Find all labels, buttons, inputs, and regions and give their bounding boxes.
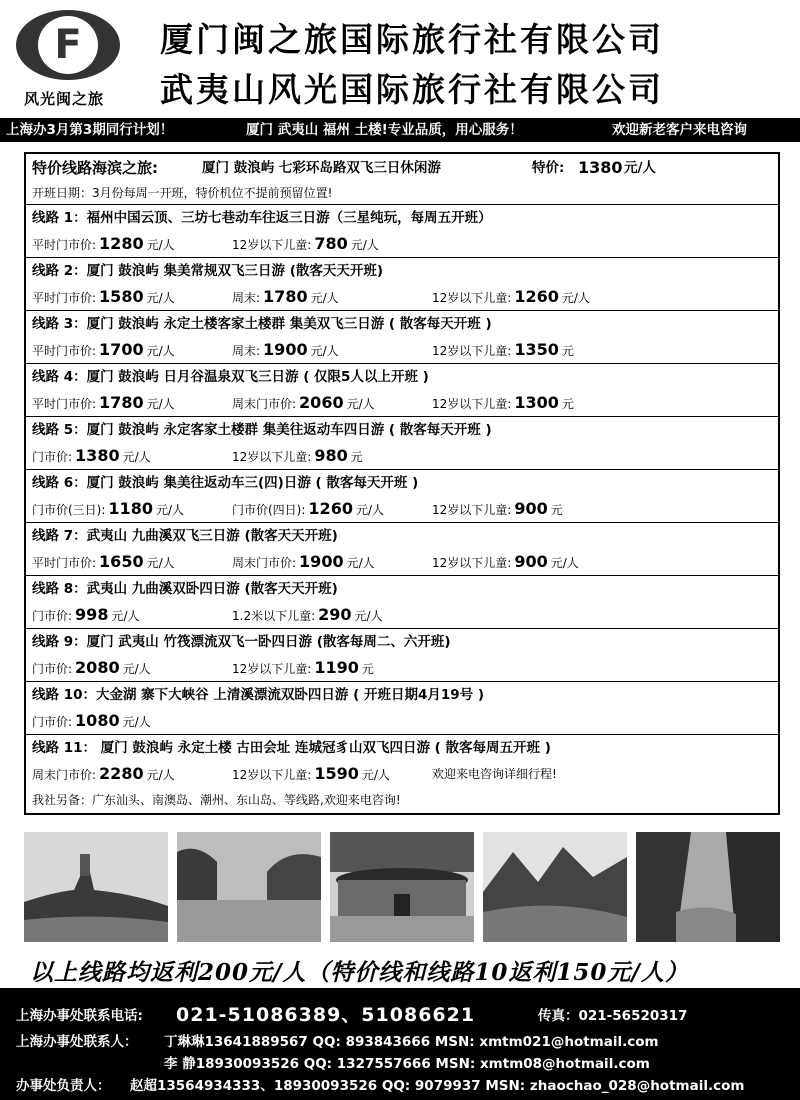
price-unit: 元/人 bbox=[146, 238, 175, 252]
price-unit: 元/人 bbox=[122, 715, 151, 729]
price-label: 12岁以下儿童: bbox=[432, 397, 512, 411]
office-head-contact: 赵超13564934333、18930093526 QQ: 9079937 MSN: zhaochao_028@hotmail.com bbox=[130, 1078, 745, 1094]
price-value: 1650 bbox=[99, 552, 144, 571]
price-value: 900 bbox=[514, 499, 548, 518]
route-price bbox=[32, 284, 175, 311]
route-price bbox=[232, 284, 339, 311]
price-unit: 元/人 bbox=[550, 556, 579, 570]
route-price bbox=[32, 549, 175, 576]
rebate-note: 以上线路均返利200元/人（特价线和线路10返利150元/人） bbox=[30, 959, 689, 986]
fax: 传真：021-56520317 bbox=[538, 1008, 688, 1024]
price-unit: 元/人 bbox=[355, 503, 384, 517]
special-price: 1380 bbox=[578, 158, 623, 177]
route-price bbox=[432, 390, 574, 417]
route-price bbox=[32, 337, 175, 364]
price-value: 1190 bbox=[314, 658, 359, 677]
special-price-label: 特价: bbox=[532, 160, 565, 176]
photo-tulou bbox=[330, 832, 474, 942]
price-unit: 元/人 bbox=[310, 344, 339, 358]
price-value: 1900 bbox=[263, 340, 308, 359]
route-row bbox=[26, 523, 778, 576]
price-unit: 元/人 bbox=[561, 291, 590, 305]
price-label: 周末门市价: bbox=[232, 556, 297, 570]
company-name-xiamen: 厦门闽之旅国际旅行社有限公司 bbox=[160, 20, 664, 59]
route-title: 线路 3：厦门 鼓浪屿 永定土楼客家土楼群 集美双飞三日游 ( 散客每天开班 ) bbox=[32, 316, 492, 332]
route-price bbox=[232, 496, 384, 523]
route-price bbox=[232, 761, 390, 788]
price-value: 1780 bbox=[99, 393, 144, 412]
price-value: 1080 bbox=[75, 711, 120, 730]
price-label: 平时门市价: bbox=[32, 238, 97, 252]
price-label: 12岁以下儿童: bbox=[232, 662, 312, 676]
contact-person-2: 李 静18930093526 QQ: 1327557666 MSN: xmtm08@hotmail.com bbox=[164, 1056, 650, 1072]
route-title: 线路 8：武夷山 九曲溪双卧四日游 (散客天天开班) bbox=[32, 581, 338, 597]
special-price-unit: 元/人 bbox=[624, 160, 656, 176]
route-row bbox=[26, 258, 778, 311]
price-value: 2080 bbox=[75, 658, 120, 677]
price-unit: 元/人 bbox=[111, 609, 140, 623]
price-label: 12岁以下儿童: bbox=[432, 556, 512, 570]
route-price bbox=[232, 443, 363, 470]
price-label: 12岁以下儿童: bbox=[432, 503, 512, 517]
price-value: 1780 bbox=[263, 287, 308, 306]
price-unit: 元/人 bbox=[122, 450, 151, 464]
price-value: 290 bbox=[318, 605, 352, 624]
company-name-wuyishan: 武夷山风光国际旅行社有限公司 bbox=[160, 70, 664, 109]
phone-label: 上海办事处联系电话: bbox=[16, 1008, 143, 1024]
banner bbox=[0, 118, 800, 142]
route-price bbox=[32, 602, 140, 629]
special-note: 开班日期：3月份每周一开班，特价机位不提前预留位置! bbox=[32, 186, 333, 200]
route-title: 线路 2：厦门 鼓浪屿 集美常规双飞三日游 (散客天天开班) bbox=[32, 263, 384, 279]
route-title: 线路 11： 厦门 鼓浪屿 永定土楼 古田会址 连城冠豸山双飞四日游 ( 散客每周五开班 ) bbox=[32, 740, 551, 756]
route-price bbox=[432, 284, 590, 311]
price-unit: 元 bbox=[561, 344, 574, 358]
price-unit: 元/人 bbox=[155, 503, 184, 517]
route-price bbox=[232, 549, 375, 576]
route-price bbox=[32, 655, 151, 682]
price-value: 900 bbox=[514, 552, 548, 571]
route-table bbox=[24, 152, 780, 815]
route-price bbox=[32, 390, 175, 417]
route-title: 线路 10：大金湖 寨下大峡谷 上清溪漂流双卧四日游 ( 开班日期4月19号 ) bbox=[32, 687, 485, 703]
price-label: 12岁以下儿童: bbox=[232, 238, 312, 252]
price-value: 1350 bbox=[514, 340, 559, 359]
price-label: 平时门市价: bbox=[32, 291, 97, 305]
route-title: 线路 1：福州中国云顶、三坊七巷动车往返三日游（三星纯玩，每周五开班） bbox=[32, 210, 492, 226]
route-price bbox=[232, 602, 383, 629]
price-label: 1.2米以下儿童: bbox=[232, 609, 316, 623]
price-value: 1700 bbox=[99, 340, 144, 359]
price-unit: 元 bbox=[550, 503, 563, 517]
price-label: 门市价(三日): bbox=[32, 503, 106, 517]
header bbox=[0, 0, 800, 118]
price-label: 周末门市价: bbox=[232, 397, 297, 411]
route-row bbox=[26, 629, 778, 682]
contact-panel bbox=[0, 988, 800, 1100]
price-unit: 元 bbox=[361, 662, 374, 676]
price-value: 980 bbox=[314, 446, 348, 465]
price-unit: 元/人 bbox=[146, 344, 175, 358]
price-unit: 元/人 bbox=[354, 609, 383, 623]
price-label: 周末: bbox=[232, 344, 261, 358]
price-label: 12岁以下儿童: bbox=[432, 344, 512, 358]
price-label: 门市价: bbox=[32, 450, 73, 464]
route-row bbox=[26, 311, 778, 364]
price-label: 平时门市价: bbox=[32, 344, 97, 358]
company-logo bbox=[10, 8, 128, 108]
price-label: 门市价(四日): bbox=[232, 503, 306, 517]
price-label: 12岁以下儿童: bbox=[232, 450, 312, 464]
route-price bbox=[432, 337, 574, 364]
special-route: 厦门 鼓浪屿 七彩环岛路双飞三日休闲游 bbox=[202, 160, 441, 176]
photo-mountains bbox=[483, 832, 627, 942]
price-unit: 元/人 bbox=[146, 397, 175, 411]
price-value: 1180 bbox=[108, 499, 153, 518]
price-unit: 元/人 bbox=[122, 662, 151, 676]
logo-letter: F bbox=[38, 16, 98, 74]
logo-text: 风光闽之旅 bbox=[24, 90, 105, 108]
price-label: 周末门市价: bbox=[32, 768, 97, 782]
price-value: 1380 bbox=[75, 446, 120, 465]
route-price bbox=[232, 337, 339, 364]
price-label: 12岁以下儿童: bbox=[232, 768, 312, 782]
price-unit: 元/人 bbox=[310, 291, 339, 305]
price-unit: 元/人 bbox=[146, 768, 175, 782]
price-value: 1900 bbox=[299, 552, 344, 571]
price-value: 780 bbox=[314, 234, 348, 253]
price-unit: 元/人 bbox=[146, 291, 175, 305]
office-head-label: 办事处负责人： bbox=[16, 1078, 111, 1094]
phone-numbers: 021-51086389、51086621 bbox=[176, 1004, 476, 1026]
price-value: 1300 bbox=[514, 393, 559, 412]
price-value: 1260 bbox=[308, 499, 353, 518]
route-price bbox=[432, 496, 563, 523]
contact-person-1: 丁琳琳13641889567 QQ: 893843666 MSN: xmtm021@hotmail.com bbox=[164, 1034, 659, 1050]
price-value: 1590 bbox=[314, 764, 359, 783]
banner-slogan: 厦门 武夷山 福州 土楼!专业品质，用心服务！ bbox=[246, 122, 523, 138]
price-label: 12岁以下儿童: bbox=[432, 291, 512, 305]
price-value: 998 bbox=[75, 605, 109, 624]
route-extra-note: 欢迎来电咨询详细行程! bbox=[432, 767, 557, 781]
special-title: 特价线路海滨之旅: bbox=[32, 159, 158, 177]
price-label: 门市价: bbox=[32, 662, 73, 676]
route-row bbox=[26, 576, 778, 629]
route-title: 线路 9：厦门 武夷山 竹筏漂流双飞一卧四日游 (散客每周二、六开班) bbox=[32, 634, 451, 650]
route-title: 线路 4：厦门 鼓浪屿 日月谷温泉双飞三日游 ( 仅限5人以上开班 ) bbox=[32, 369, 429, 385]
route-row bbox=[26, 470, 778, 523]
price-label: 门市价: bbox=[32, 715, 73, 729]
price-unit: 元/人 bbox=[361, 768, 390, 782]
price-value: 2280 bbox=[99, 764, 144, 783]
route-row bbox=[26, 682, 778, 735]
route-title: 线路 5：厦门 鼓浪屿 永定客家土楼群 集美往返动车四日游 ( 散客每天开班 ) bbox=[32, 422, 492, 438]
price-value: 2060 bbox=[299, 393, 344, 412]
photo-gorge bbox=[636, 832, 780, 942]
photo-rock-pagoda bbox=[24, 832, 168, 942]
route-row bbox=[26, 417, 778, 470]
price-unit: 元/人 bbox=[346, 556, 375, 570]
route-price bbox=[32, 443, 151, 470]
route-title: 线路 7：武夷山 九曲溪双飞三日游 (散客天天开班) bbox=[32, 528, 338, 544]
route-price bbox=[32, 231, 175, 258]
price-unit: 元 bbox=[561, 397, 574, 411]
route-price bbox=[32, 496, 184, 523]
route-price bbox=[32, 708, 151, 735]
route-row bbox=[26, 205, 778, 258]
price-unit: 元/人 bbox=[350, 238, 379, 252]
route-row bbox=[26, 364, 778, 417]
price-value: 1280 bbox=[99, 234, 144, 253]
price-value: 1260 bbox=[514, 287, 559, 306]
route-price bbox=[232, 390, 375, 417]
price-unit: 元/人 bbox=[346, 397, 375, 411]
banner-plan: 上海办3月第3期同行计划！ bbox=[6, 122, 174, 138]
route-price bbox=[232, 231, 379, 258]
other-routes-row bbox=[26, 787, 778, 813]
price-label: 平时门市价: bbox=[32, 556, 97, 570]
price-label: 周末: bbox=[232, 291, 261, 305]
price-unit: 元/人 bbox=[146, 556, 175, 570]
price-value: 1580 bbox=[99, 287, 144, 306]
special-route-row bbox=[26, 154, 778, 205]
other-routes-note: 我社另备：广东汕头、南澳岛、潮州、东山岛、等线路,欢迎来电咨询! bbox=[32, 793, 401, 807]
contact-person-label: 上海办事处联系人： bbox=[16, 1034, 138, 1050]
route-price bbox=[432, 549, 579, 576]
route-price bbox=[232, 655, 374, 682]
price-label: 平时门市价: bbox=[32, 397, 97, 411]
banner-welcome: 欢迎新老客户来电咨询 bbox=[612, 122, 747, 138]
logo-icon bbox=[16, 10, 120, 80]
photo-river-canyon bbox=[177, 832, 321, 942]
route-title: 线路 6：厦门 鼓浪屿 集美往返动车三(四)日游 ( 散客每天开班 ) bbox=[32, 475, 419, 491]
route-row bbox=[26, 735, 778, 787]
photo-strip bbox=[24, 832, 780, 942]
price-label: 门市价: bbox=[32, 609, 73, 623]
route-price bbox=[32, 761, 175, 788]
price-unit: 元 bbox=[350, 450, 363, 464]
